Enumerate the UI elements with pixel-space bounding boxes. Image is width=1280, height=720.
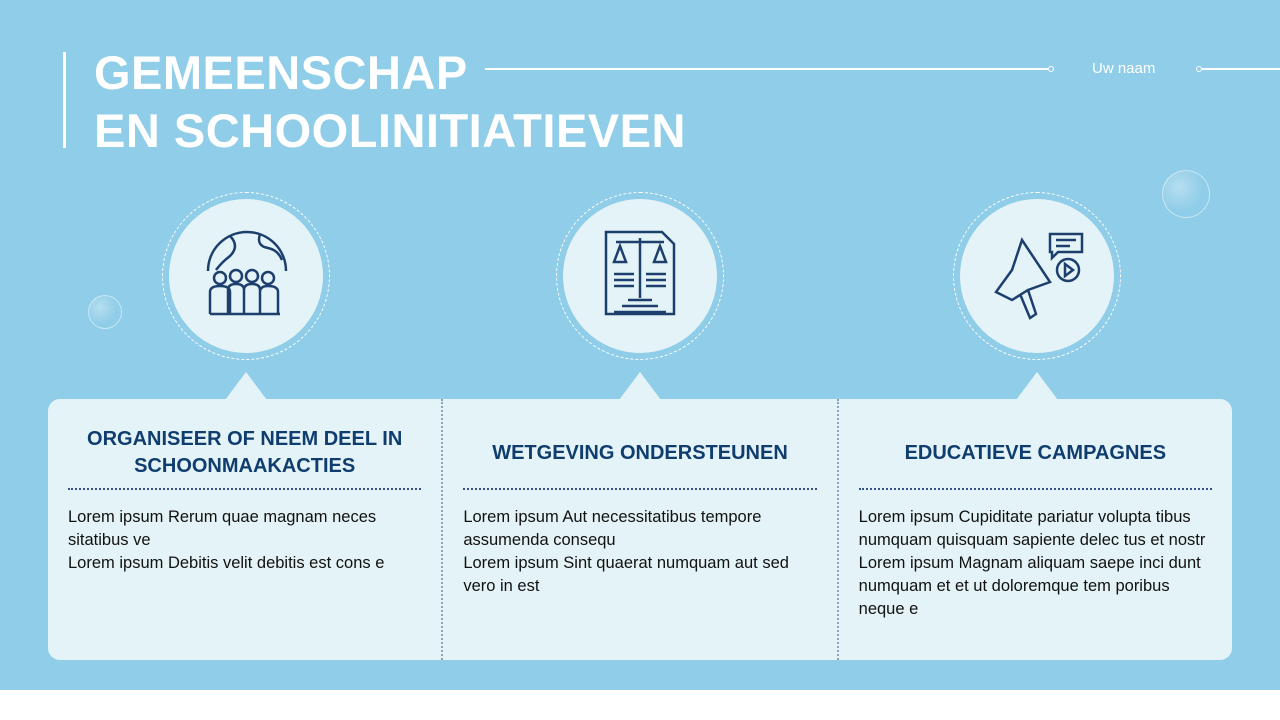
body-line: Lorem ipsum Debitis velit debitis est cons e [68, 554, 385, 572]
column-heading: EDUCATIEVE CAMPAGNES [904, 441, 1167, 464]
title-line: GEMEENSCHAP [94, 46, 468, 99]
community-globe-icon [200, 226, 294, 320]
body-line: Lorem ipsum Aut necessitatibus tempore assumenda consequ [463, 508, 762, 549]
megaphone-campaign-icon [992, 230, 1086, 322]
dotted-divider [859, 488, 1212, 490]
column-campaigns [837, 399, 1232, 660]
dotted-divider [68, 488, 421, 490]
column-heading: ORGANISEER OF NEEM DEEL IN SCHOONMAAKACTIES [87, 428, 403, 477]
column-cleanup [48, 399, 441, 660]
body-line: Lorem ipsum Rerum quae magnam neces sitatibus ve [68, 508, 377, 549]
body-line: Lorem ipsum Cupiditate pariatur volupta tibus numquam quisquam sapiente delec tus et nostr [858, 508, 1206, 549]
pointer-triangle [619, 372, 661, 400]
pointer-triangle [225, 372, 267, 400]
header-line [1202, 68, 1280, 70]
body-line: Lorem ipsum Sint quaerat numquam aut sed vero in est [463, 554, 789, 595]
line-end-dot [1048, 66, 1054, 72]
bubble-decoration [1162, 170, 1210, 218]
pointer-triangle [1016, 372, 1058, 400]
page-title [94, 44, 686, 160]
body-line: Lorem ipsum Magnam aliquam saepe inci dunt numquam et et ut doloremque tem poribus neque e [858, 554, 1201, 618]
author-name: Uw naam [1092, 60, 1156, 77]
title-accent-bar [63, 52, 66, 148]
law-document-scales-icon [600, 228, 680, 318]
initiatives-card [48, 399, 1232, 660]
column-legislation [441, 399, 836, 660]
bubble-decoration [88, 295, 122, 329]
title-line: EN SCHOOLINITIATIEVEN [94, 104, 686, 157]
column-heading: WETGEVING ONDERSTEUNEN [492, 441, 788, 464]
dotted-divider [463, 488, 816, 490]
